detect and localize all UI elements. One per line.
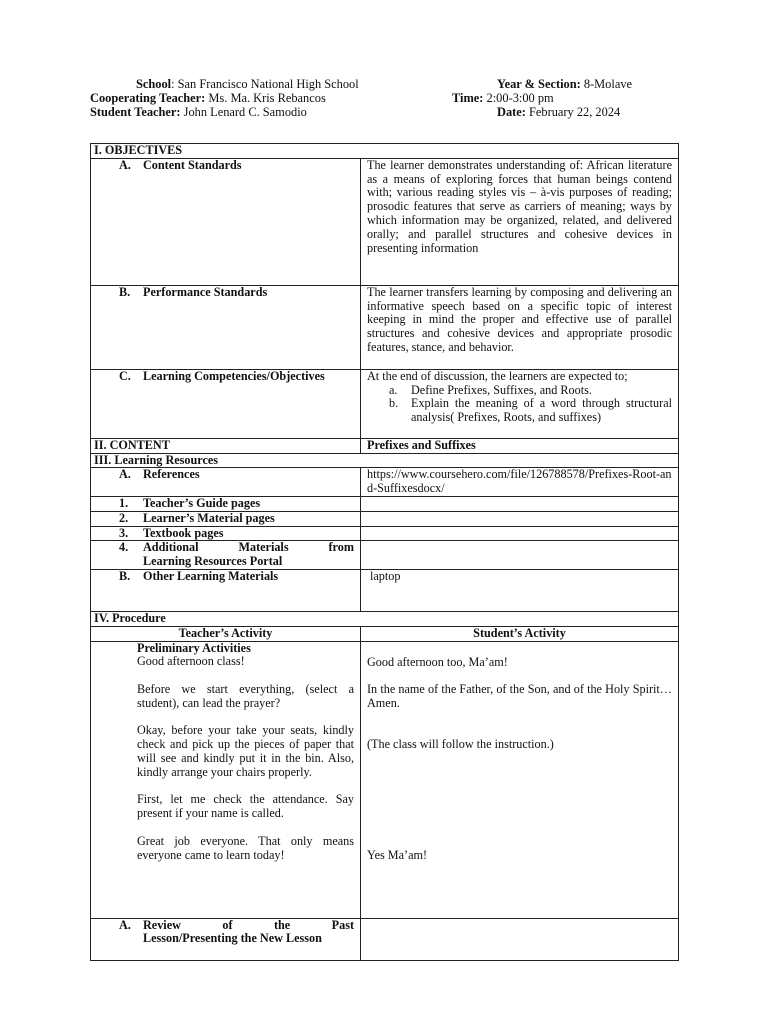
student-teacher-label: Student Teacher: (90, 105, 181, 119)
student-line: (The class will follow the instruction.) (367, 736, 554, 751)
teacher-line: Before we start everything, (select a student), can lead the prayer? (137, 681, 354, 710)
preliminary-activities-title: Preliminary Activities (137, 640, 251, 655)
performance-standards-text: The learner transfers learning by composing and delivering an informative speech based on a specific topic of interest keeping in mind the proper and effective use of parallel structures and cohesive devices and appropriate prosodic features, stance, and behavior. (361, 285, 679, 369)
content-row (91, 438, 679, 453)
student-activity-header: Student’s Activity (361, 626, 679, 641)
review-label: A. Review of the Past Lesson/Presenting the New Lesson (119, 917, 354, 946)
school-value: : San Francisco National High School (171, 77, 359, 91)
resources-header-row (91, 453, 679, 468)
references-label: A. References (119, 467, 200, 482)
cooperating-teacher-label: Cooperating Teacher: (90, 91, 206, 105)
performance-standards-label: B. Performance Standards (119, 284, 268, 299)
textbook-label: 3. Textbook pages (119, 525, 224, 540)
content-standards-row (91, 158, 679, 285)
teacher-line: Good afternoon class! (137, 654, 245, 669)
references-row (91, 468, 679, 497)
student-teacher-value: John Lenard C. Samodio (183, 105, 307, 119)
year-section-value: 8-Molave (583, 77, 633, 91)
competencies-intro: At the end of discussion, the learners are expected to; (367, 368, 628, 383)
competencies-list (367, 384, 672, 425)
student-line: In the name of the Father, of the Son, and of the Holy Spirit…Amen. (367, 682, 672, 710)
resource-item-row (91, 526, 679, 541)
review-row (91, 918, 679, 960)
cooperating-teacher-value: Ms. Ma. Kris Rebancos (208, 91, 326, 105)
list-item: a. Define Prefixes, Suffixes, and Roots. (389, 382, 592, 397)
preliminary-activities-row (91, 641, 679, 918)
time-label: Time: (452, 91, 484, 105)
teacher-line: First, let me check the attendance. Say present if your name is called. (137, 792, 354, 821)
references-link[interactable]: https://www.coursehero.com/file/126788578/Prefixes-Root-and-Suffixesdocx/ (361, 468, 679, 497)
other-materials-label: B. Other Learning Materials (119, 568, 279, 583)
list-item: b. Explain the meaning of a word through structural analysis( Prefixes, Roots, and suffixes) (389, 396, 672, 425)
teachers-guide-label: 1. Teacher’s Guide pages (119, 495, 261, 510)
student-line: Good afternoon too, Ma’am! (367, 654, 508, 669)
teacher-activity-header: Teacher’s Activity (91, 626, 361, 641)
resource-item-row (91, 496, 679, 511)
lesson-plan-table (90, 143, 679, 961)
competencies-label: C. Learning Competencies/Objectives (119, 368, 325, 383)
date-label: Date: (497, 105, 526, 119)
resources-title: III. Learning Resources (91, 453, 679, 468)
year-section-label: Year & Section: (497, 77, 581, 91)
teacher-line: Great job everyone. That only means everyone came to learn today! (137, 833, 354, 862)
textbook-value (361, 526, 679, 541)
time-value: 2:00-3:00 pm (486, 91, 554, 105)
procedure-header-row (91, 611, 679, 626)
learners-material-value (361, 511, 679, 526)
student-teacher-line (90, 106, 307, 120)
other-materials-row (91, 569, 679, 611)
other-materials-value: laptop (361, 569, 679, 611)
content-title: II. CONTENT (91, 438, 361, 453)
additional-materials-label: 4. Additional Materials from Learning Resources Portal (119, 540, 354, 569)
content-standards-text: The learner demonstrates understanding of: African literature as a means of exploring forces that human beings contend with; various reading styles vis – à-vis purposes of reading; prosodic features that serve as carriers of meaning; ways by which information may be organized, related, and delivered orally; and parallel structures and cohesive devices in presenting information (361, 158, 679, 285)
content-value: Prefixes and Suffixes (361, 438, 679, 453)
learners-material-label: 2. Learner’s Material pages (119, 510, 275, 525)
date-line (497, 106, 620, 120)
date-value: February 22, 2024 (529, 105, 621, 119)
school-line (136, 78, 359, 92)
resource-item-row (91, 541, 679, 570)
procedure-title: IV. Procedure (91, 611, 679, 626)
activity-header-row (91, 626, 679, 641)
review-value (361, 918, 679, 960)
time-line (452, 92, 554, 106)
content-standards-label: A. Content Standards (119, 157, 242, 172)
cooperating-teacher-line (90, 92, 326, 106)
objectives-title: I. OBJECTIVES (91, 144, 679, 159)
objectives-header-row (91, 144, 679, 159)
year-section-line (497, 78, 632, 92)
performance-standards-row (91, 285, 679, 369)
teachers-guide-value (361, 496, 679, 511)
additional-materials-value (361, 541, 679, 570)
teacher-line: Okay, before your take your seats, kindly check and pick up the pieces of paper that will see and kindly put it in the bin. Also, kindly arrange your chairs properly. (137, 723, 354, 779)
competencies-row (91, 369, 679, 438)
resource-item-row (91, 511, 679, 526)
student-line: Yes Ma’am! (367, 847, 428, 862)
school-label: School (136, 77, 172, 91)
